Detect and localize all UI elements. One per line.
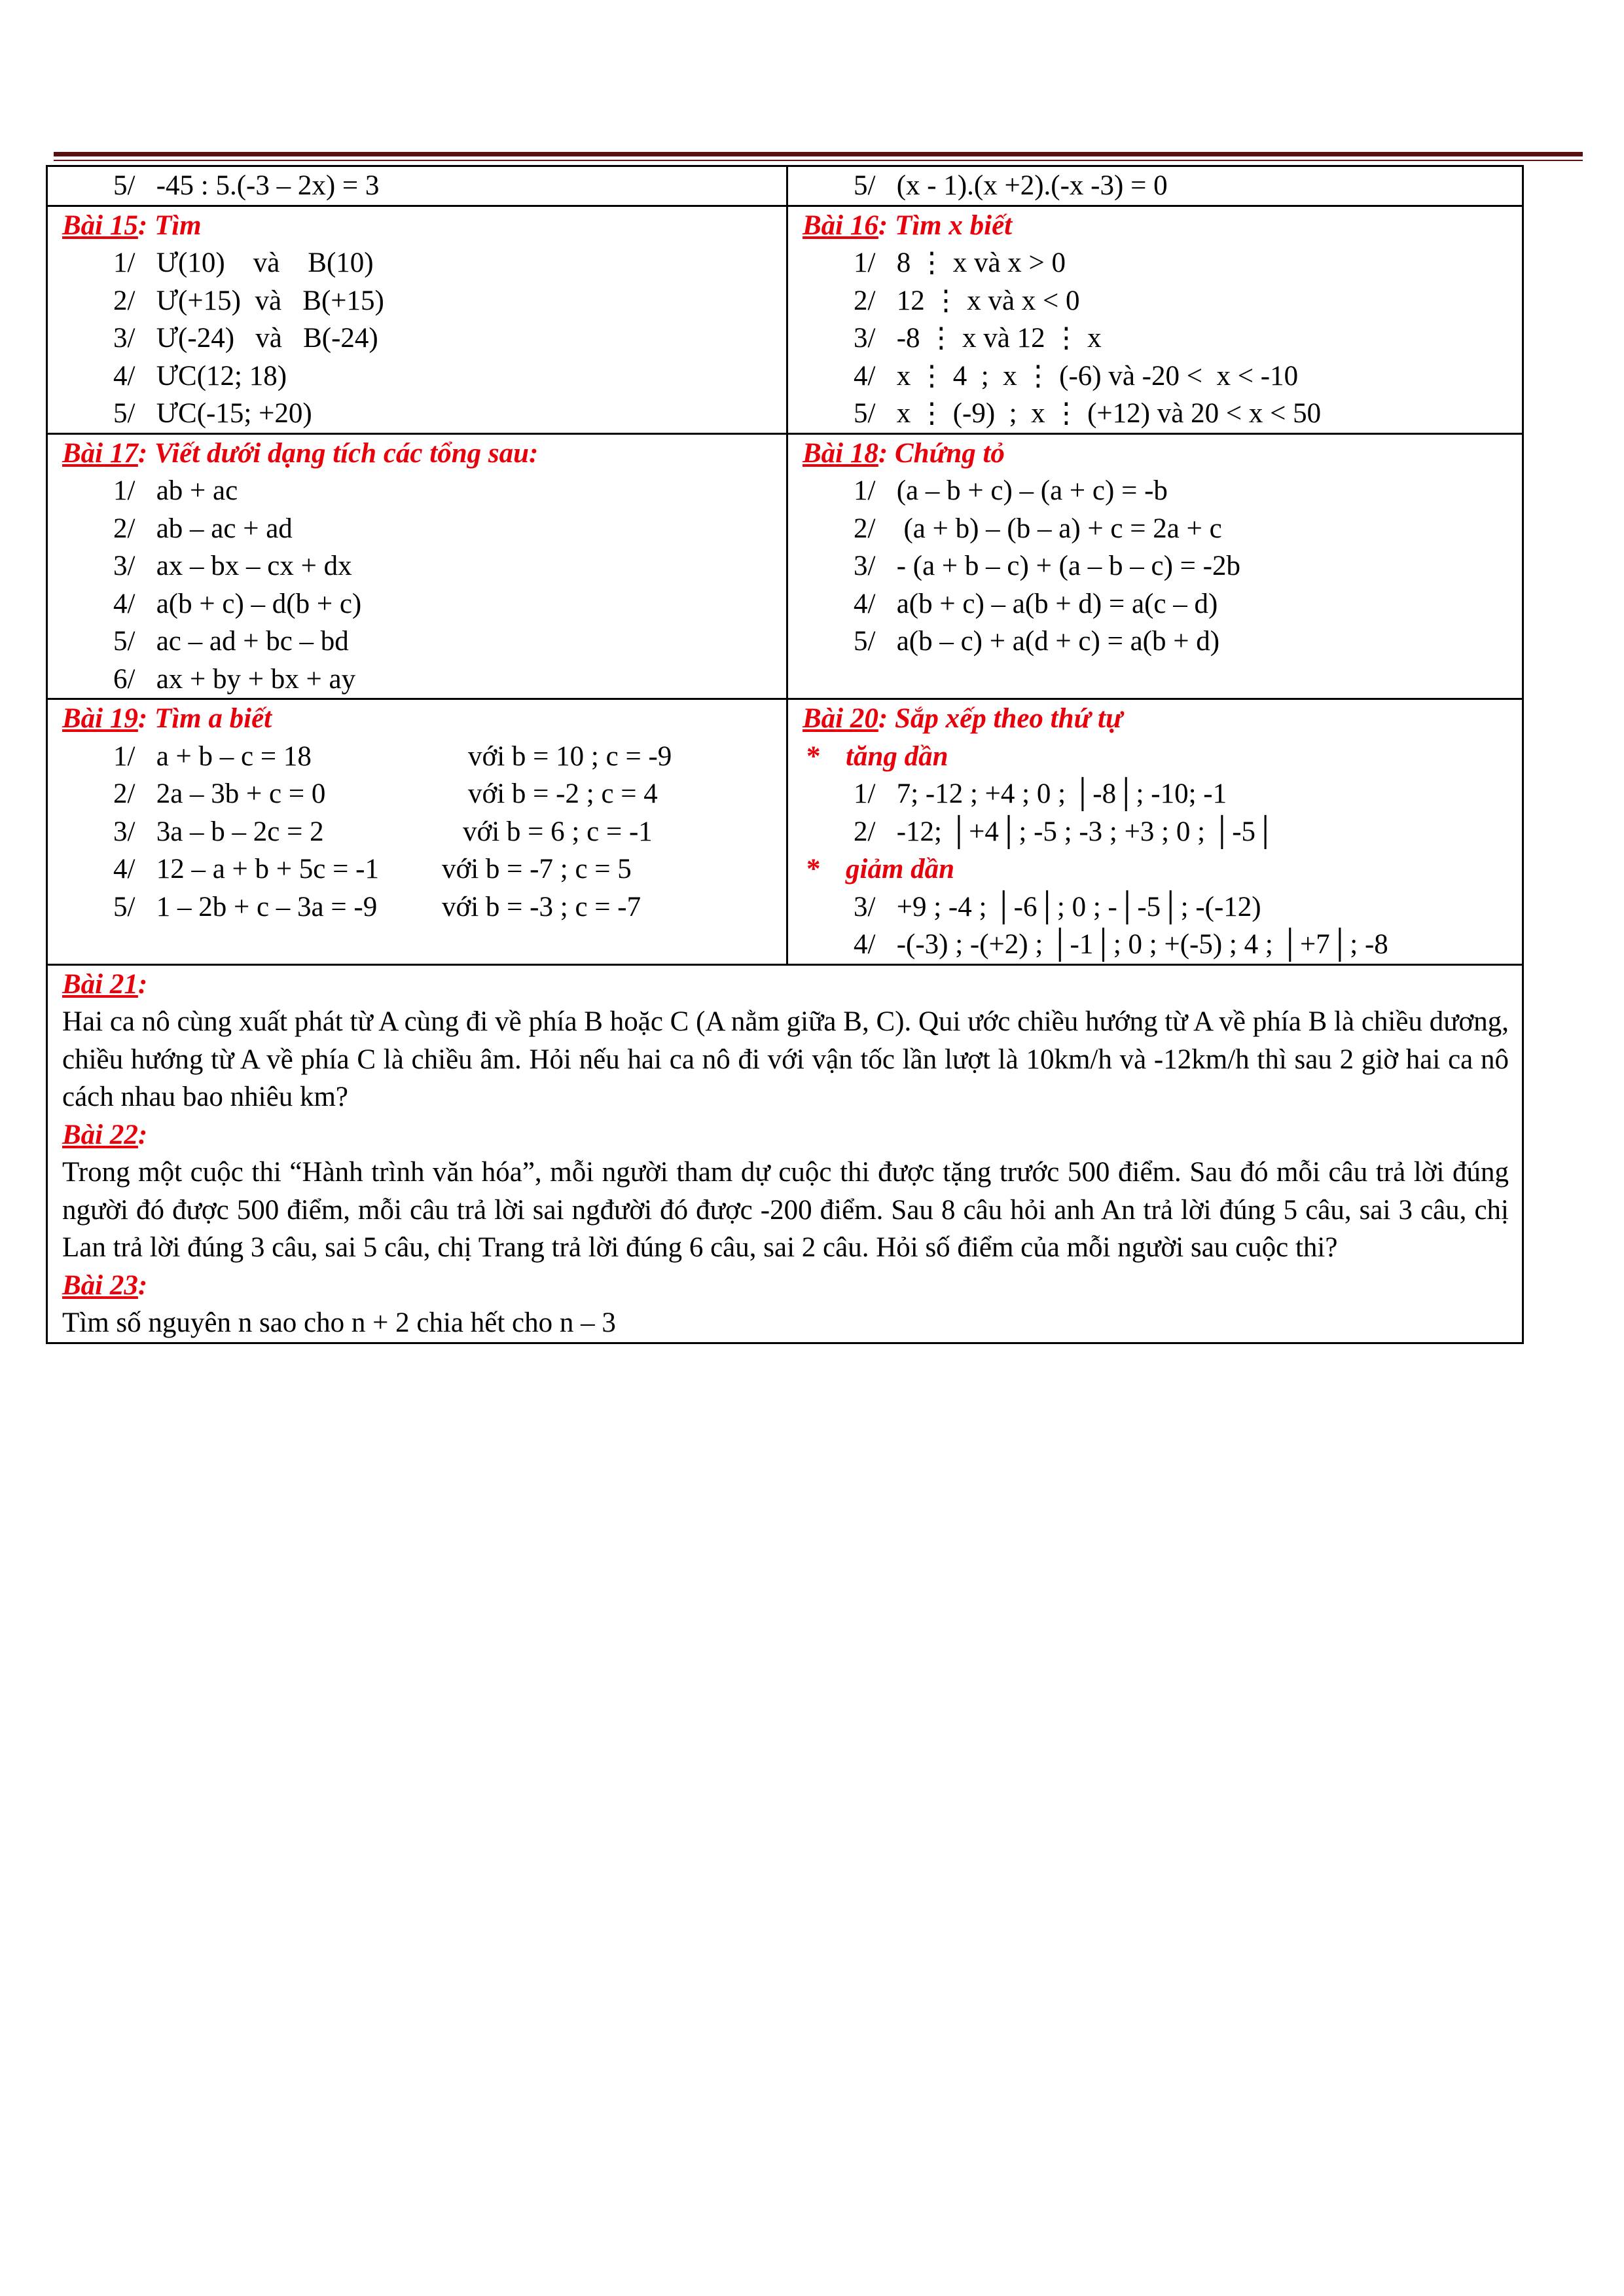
list-item: 5/ ƯC(-15; +20) (113, 398, 312, 429)
exercise-title: Bài 20: Sắp xếp theo thứ tự (803, 703, 1123, 734)
list-item: 4/ -(-3) ; -(+2) ; │-1│; 0 ; +(-5) ; 4 ; │+7│; -8 (854, 929, 1388, 960)
exercise-title: Bài 15: Tìm (62, 210, 202, 241)
bai20-cell (787, 699, 1523, 965)
table-row (47, 206, 1523, 433)
list-item: 6/ ax + by + bx + ay (113, 663, 356, 695)
exercise-line: 5/ (x - 1).(x +2).(-x -3) = 0 (854, 170, 1168, 201)
list-item: 3/ 3a – b – 2c = 2 với b = 6 ; c = -1 (62, 813, 781, 851)
exercise-line: 5/ -45 : 5.(-3 – 2x) = 3 (113, 170, 380, 201)
header-rule (54, 152, 1583, 156)
list-item: 4/ a(b + c) – d(b + c) (113, 588, 362, 619)
list-item: 5/ x ⋮ (-9) ; x ⋮ (+12) và 20 < x < 50 (854, 398, 1322, 429)
bai15-cell (47, 206, 787, 433)
list-item: 2/ 2a – 3b + c = 0 với b = -2 ; c = 4 (62, 775, 781, 813)
condition: với b = 6 ; c = -1 (463, 816, 653, 847)
list-item: 3/ - (a + b – c) + (a – b – c) = -2b (854, 551, 1240, 581)
bai19-cell (47, 699, 787, 965)
list-item: 1/ Ư(10) và B(10) (113, 247, 374, 278)
list-item: 4/ 12 – a + b + 5c = -1 với b = -7 ; c = 5 (62, 850, 781, 888)
word-problems-cell (47, 964, 1523, 1343)
list-item: 1/ a + b – c = 18 với b = 10 ; c = -9 (62, 738, 781, 776)
exercise-text: Trong một cuộc thi “Hành trình văn hóa”, mỗi người tham dự cuộc thi được tặng trước 500 điểm. Sau đó mỗi câu trả lời đúng người đó được 500 điểm, mỗi câu trả lời sai ngđười đó được -200 điểm. Sau 8 câu hỏi anh An trả lời đúng 5 câu, sai 3 câu, chị Lan trả lời đúng 3 câu, sai 5 câu, chị Trang trả lời đúng 6 câu, sai 2 câu. Hỏi số điểm của mỗi người sau cuộc thi? (62, 1157, 1509, 1263)
list-item: 2/ Ư(+15) và B(+15) (113, 285, 384, 316)
table-row (47, 964, 1523, 1343)
bai16-cell (787, 206, 1523, 433)
exercise-title: Bài 19: Tìm a biết (62, 703, 272, 734)
header-rule-thin (54, 160, 1583, 161)
list-item: 1/ (a – b + c) – (a + c) = -b (854, 475, 1168, 506)
list-item: 3/ +9 ; -4 ; │-6│; 0 ; -│-5│; -(-12) (854, 891, 1261, 922)
list-item: 5/ 1 – 2b + c – 3a = -9 với b = -3 ; c = -7 (62, 888, 781, 926)
list-item: 3/ -8 ⋮ x và 12 ⋮ x (854, 323, 1102, 354)
exercise-title: Bài 18: Chứng tỏ (803, 437, 1005, 469)
table-row (47, 433, 1523, 699)
subheading-ascending: * tăng dần (806, 740, 948, 772)
condition: với b = -7 ; c = 5 (442, 854, 632, 884)
list-item: 1/ 7; -12 ; +4 ; 0 ; │-8│; -10; -1 (854, 778, 1227, 809)
list-item: 3/ Ư(-24) và B(-24) (113, 323, 378, 354)
bai18-cell (787, 433, 1523, 699)
list-item: 4/ x ⋮ 4 ; x ⋮ (-6) và -20 < x < -10 (854, 360, 1299, 392)
list-item: 1/ ab + ac (113, 475, 238, 506)
list-item: 3/ ax – bx – cx + dx (113, 551, 352, 581)
exercise-title: Bài 21: (62, 968, 148, 1000)
bai17-cell (47, 433, 787, 699)
exercise-title: Bài 17: Viết dưới dạng tích các tổng sau: (62, 437, 539, 469)
subheading-descending: * giảm dần (806, 854, 955, 884)
exercise-title: Bài 23: (62, 1269, 148, 1301)
table-row (47, 699, 1523, 965)
list-item: 4/ a(b + c) – a(b + d) = a(c – d) (854, 588, 1218, 619)
exercise-title: Bài 22: (62, 1119, 148, 1150)
exercise-text: Tìm số nguyên n sao cho n + 2 chia hết cho n – 3 (62, 1307, 616, 1338)
list-item: 2/ 12 ⋮ x và x < 0 (854, 285, 1080, 316)
list-item: 2/ (a + b) – (b – a) + c = 2a + c (854, 513, 1222, 544)
list-item: 4/ ƯC(12; 18) (113, 360, 287, 392)
exercise-title: Bài 16: Tìm x biết (803, 210, 1013, 241)
condition: với b = -3 ; c = -7 (442, 891, 641, 922)
exercise-table (46, 165, 1524, 1344)
condition: với b = 10 ; c = -9 (468, 740, 672, 772)
list-item: 2/ ab – ac + ad (113, 513, 293, 544)
list-item: 1/ 8 ⋮ x và x > 0 (854, 247, 1066, 278)
condition: với b = -2 ; c = 4 (468, 778, 658, 809)
list-item: 2/ -12; │+4│; -5 ; -3 ; +3 ; 0 ; │-5│ (854, 816, 1276, 847)
list-item: 5/ a(b – c) + a(d + c) = a(b + d) (854, 626, 1220, 657)
exercise-text: Hai ca nô cùng xuất phát từ A cùng đi về phía B hoặc C (A nằm giữa B, C). Qui ước chiều hướng từ A về phía B là chiều dương, chiều hướng từ A về phía C là chiều âm. Hỏi nếu hai ca nô đi với vận tốc lần lượt là 10km/h và -12km/h thì sau 2 giờ hai ca nô cách nhau bao nhiêu km? (62, 1006, 1509, 1112)
table-row (47, 166, 1523, 206)
list-item: 5/ ac – ad + bc – bd (113, 626, 349, 657)
